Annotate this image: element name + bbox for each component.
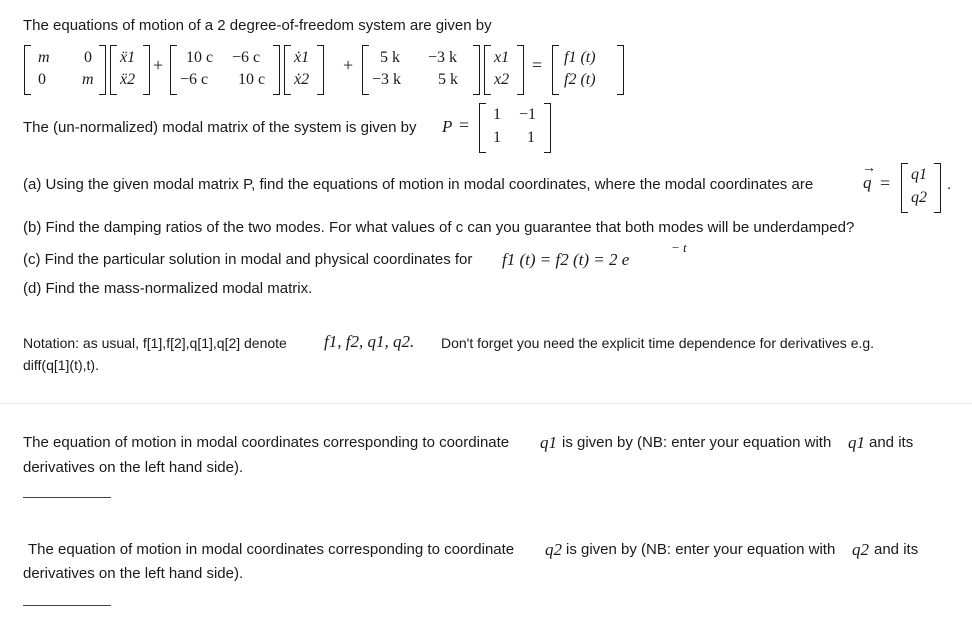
damp-21: −6 c	[180, 71, 209, 88]
stiff-22: 5 k	[438, 71, 458, 88]
mass-11: m	[38, 49, 50, 66]
force-1: f1 (t)	[564, 49, 596, 66]
mass-matrix	[24, 45, 106, 93]
notation-text: Notation: as usual, f[1],f[2],q[1],q[2] denote	[23, 335, 287, 351]
modal-vector-symbol: q	[863, 173, 872, 192]
answer2-symbol-2: q2	[852, 540, 869, 559]
displacement-vector	[484, 45, 524, 93]
plus-sign: +	[153, 55, 164, 75]
acc-1: ẍ1	[120, 49, 136, 66]
acc-2: ẍ2	[120, 71, 136, 88]
disp-2: x2	[494, 71, 510, 88]
answer1-symbol: q1	[540, 433, 557, 452]
answer1-prompt: The equation of motion in modal coordinates corresponding to coordinate	[23, 434, 510, 451]
force-2: f2 (t)	[564, 71, 596, 88]
p-21: 1	[493, 129, 501, 146]
mass-12: 0	[84, 49, 92, 66]
p-22: 1	[527, 129, 535, 146]
force-vector	[552, 45, 624, 93]
equals-sign: =	[532, 55, 543, 75]
equals-sign: =	[880, 173, 891, 193]
answer1-prompt-c: and its	[869, 434, 914, 451]
question-a: (a) Using the given modal matrix P, find the equations of motion in modal coordinates, where the modal coordinates are	[23, 176, 814, 193]
answer2-prompt-c: and its	[874, 541, 919, 558]
damp-11: 10 c	[186, 49, 214, 66]
answer2-prompt-line2: derivatives on the left hand side).	[23, 565, 244, 582]
stiff-12: −3 k	[428, 49, 458, 66]
modal-matrix-text: The (un-normalized) modal matrix of the system is given by	[23, 119, 417, 136]
q-2: q2	[911, 189, 927, 206]
p-11: 1	[493, 106, 501, 123]
modal-matrix-symbol: P	[442, 117, 453, 136]
vector-arrow: →	[862, 161, 876, 176]
p-12: −1	[519, 106, 537, 123]
answer1-symbol-2: q1	[848, 433, 865, 452]
damp-12: −6 c	[232, 49, 261, 66]
mass-21: 0	[38, 71, 46, 88]
vel-1: ẋ1	[294, 49, 310, 66]
forcing-exponent: − t	[671, 240, 687, 255]
answer1-prompt-b: is given by (NB: enter your equation with	[562, 434, 832, 451]
damping-matrix	[170, 45, 280, 93]
answer2-prompt: The equation of motion in modal coordinates corresponding to coordinate	[28, 541, 515, 558]
vel-2: ẋ2	[294, 71, 310, 88]
intro-text: The equations of motion of a 2 degree-of-freedom system are given by	[23, 17, 492, 34]
question-b: (b) Find the damping ratios of the two modes. For what values of c can you guarantee that both modes will be underdamped?	[23, 219, 855, 236]
answer2-prompt-b: is given by (NB: enter your equation with	[566, 541, 836, 558]
stiff-11: 5 k	[380, 49, 400, 66]
answer1-prompt-line2: derivatives on the left hand side).	[23, 459, 244, 476]
plus-sign: +	[343, 55, 354, 75]
disp-1: x1	[494, 49, 510, 66]
damp-22: 10 c	[238, 71, 266, 88]
question-c: (c) Find the particular solution in modal and physical coordinates for	[23, 251, 473, 268]
mass-22: m	[82, 71, 94, 88]
forcing-expression: f1 (t) = f2 (t) = 2 e	[502, 250, 630, 269]
stiffness-matrix	[362, 45, 480, 93]
modal-coordinate-vector	[901, 163, 941, 211]
question-d: (d) Find the mass-normalized modal matrix.	[23, 280, 313, 297]
modal-matrix	[479, 103, 551, 151]
answer2-input[interactable]	[23, 605, 111, 606]
period: .	[947, 176, 952, 193]
notation-symbols: f1, f2, q1, q2.	[324, 332, 415, 351]
velocity-vector	[284, 45, 324, 93]
notation-text-2: Don't forget you need the explicit time dependence for derivatives e.g.	[441, 335, 875, 351]
answer2-symbol: q2	[545, 540, 562, 559]
acceleration-vector	[110, 45, 150, 93]
stiff-21: −3 k	[372, 71, 402, 88]
answer1-input[interactable]	[23, 497, 111, 498]
section-divider	[0, 403, 972, 404]
q-1: q1	[911, 166, 927, 183]
equals-sign: =	[459, 115, 470, 135]
notation-example: diff(q[1](t),t).	[23, 357, 99, 373]
